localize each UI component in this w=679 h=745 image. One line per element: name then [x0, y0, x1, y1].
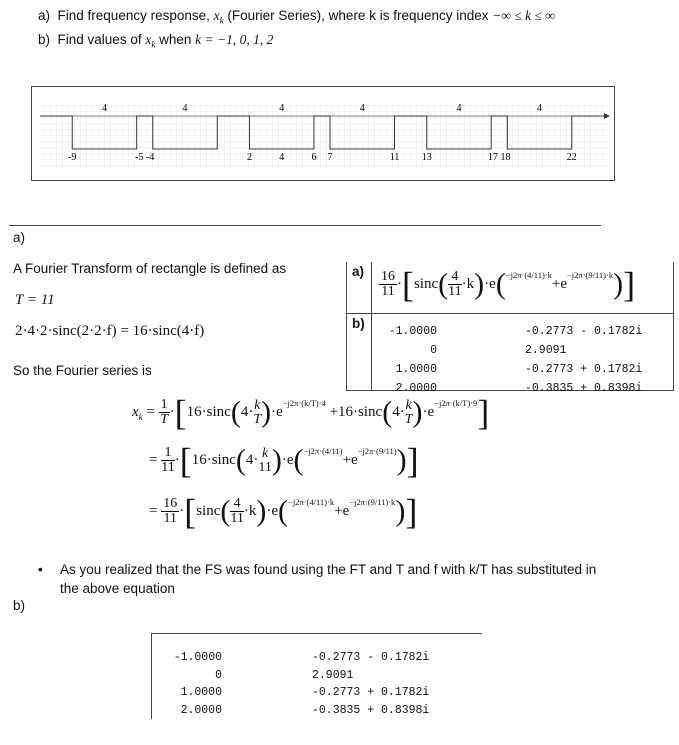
signal-figure: [31, 86, 615, 181]
results-xk-column: [312, 649, 429, 719]
summary-a-label: a): [352, 264, 365, 279]
formula-e: ·e: [484, 275, 496, 292]
line1-den: T: [160, 412, 169, 427]
time-tick-label: 2: [246, 152, 252, 163]
bullet-text: As you realized that the FS was found using the FT and T and f with k/T has substituted in the above equation: [60, 562, 597, 596]
line2-k: k: [262, 445, 269, 461]
formula-plus-e: +e: [551, 275, 568, 292]
line3-e: ·e: [266, 502, 279, 519]
line1-term2: +16·sinc: [329, 403, 383, 420]
summary-xk-value-2: -0.2773 + 0.1782i: [525, 363, 643, 376]
time-tick-label: 6: [311, 152, 317, 163]
formula-frac-num: 4: [448, 270, 461, 285]
question-b: [38, 32, 273, 50]
results-k-value-0: -1.0000: [173, 651, 222, 664]
amplitude-label: 4: [359, 103, 365, 114]
section-divider: [9, 225, 601, 226]
question-a-rest: (Fourier Series), where k is frequency index: [227, 8, 489, 23]
bullet-icon: •: [38, 562, 43, 577]
question-a: [38, 8, 555, 26]
line2-four: 4·: [245, 451, 259, 468]
time-tick-label: 11: [389, 152, 400, 163]
line1-exp: −j2π·(k/T)·4: [282, 398, 326, 408]
formula-exp1: −j2π·(4/11)·k: [505, 270, 552, 280]
line2-num: 1: [161, 446, 174, 461]
line3-frac-num: 4: [230, 497, 243, 512]
line1-exp2: −j2π·(k/T)·9: [434, 398, 478, 408]
line2-term: 16·sinc: [191, 451, 236, 468]
line2-plus-e: +e: [342, 451, 358, 468]
results-xk-value-1: 2.9091: [312, 668, 354, 682]
bullet-note: [38, 560, 598, 598]
line3-plus-e: +e: [334, 502, 350, 519]
ft-intro: A Fourier Transform of rectangle is defined as: [13, 261, 287, 276]
time-tick-label: 4: [279, 152, 285, 163]
amplitude-label: 4: [279, 103, 285, 114]
line1-T2: T: [404, 411, 413, 427]
formula-num: 16: [381, 269, 395, 284]
summary-xk-value-1: 2.9091: [525, 344, 567, 357]
line3-frac-den: 11: [230, 511, 244, 526]
xk-symbol: x: [213, 8, 220, 23]
results-xk-value-2: -0.2773 + 0.1782i: [312, 686, 430, 699]
formula-k: ·k: [461, 275, 475, 292]
question-b-values: k = −1, 0, 1, 2: [195, 32, 274, 47]
time-tick-label: 7: [327, 152, 333, 163]
xk-sub-b: k: [151, 39, 156, 50]
line2-exp2: −j2π·(9/11): [357, 446, 397, 456]
line1-term: 16·sinc: [186, 403, 231, 420]
formula-sinc: sinc: [414, 275, 439, 292]
line1-k2: k: [405, 397, 412, 413]
time-tick-label: -5 -4: [135, 152, 155, 163]
summary-formula: $\frac{16}{11}$ ·[sinc( $\frac{4}{11}$ $\cdot k)\cdot e(^{-j2\pi\cdot(4/11)\cdot k}+e^{-j2\pi\cdot(9/11)\cdot k})$]: [381, 264, 636, 305]
summary-k-value-1: 0: [430, 344, 437, 357]
summary-k-value-0: -1.0000: [388, 325, 437, 338]
line2-e: ·e: [281, 451, 294, 468]
summary-box: [346, 262, 674, 395]
amplitude-label: 4: [456, 103, 462, 114]
line3-exp2: −j2π·(9/11)·k: [349, 497, 396, 507]
time-tick-label: 13: [421, 152, 432, 163]
question-b-prefix: b): [38, 32, 51, 47]
line1-num: 1: [160, 397, 168, 412]
summary-xk-value-3: -0.3835 + 0.8398i: [525, 382, 643, 395]
formula-den: 11: [381, 284, 395, 299]
pulse-train-plot: [32, 87, 614, 180]
ft-equation: 2·4·2·sinc(2·2·f) = 16·sinc(4·f): [15, 323, 205, 339]
question-b-rest: when: [159, 32, 192, 47]
summary-k-column: [387, 322, 437, 398]
results-table: [151, 633, 482, 719]
xk-symbol-b: x: [145, 32, 152, 47]
line3-num: 16: [163, 496, 178, 511]
fs-intro: So the Fourier series is: [13, 363, 152, 378]
question-a-text: Find frequency response,: [57, 8, 210, 23]
line1-e2: ·e: [422, 403, 435, 420]
fs-line-1: $x_k$ = $\frac{1}{T}$ ·[16·sinc(4· k T )$\cdot e^{-j2\pi\cdot(k/T)\cdot 4} +16\cdot\sin c(4\cdot$ k T )$\cdot e^{-j2\pi\cdot(k/T)\cdot 9}$]: [132, 392, 490, 433]
line2-den: 11: [161, 460, 175, 475]
line3-sinc: sinc: [196, 502, 221, 519]
summary-xk-column: [525, 322, 642, 398]
results-k-value-1: 0: [215, 668, 222, 682]
line1-e: ·e: [271, 403, 283, 420]
amplitude-label: 4: [537, 103, 543, 114]
time-tick-label: 17 18: [488, 152, 511, 163]
line1-four-2: 4·: [392, 403, 405, 420]
xk-sub: k: [219, 15, 224, 26]
question-a-range: −∞ ≤ k ≤ ∞: [492, 8, 555, 23]
question-b-text: Find values of: [57, 32, 142, 47]
period-eq: T = 11: [15, 292, 55, 308]
summary-k-value-3: 2.0000: [395, 382, 437, 395]
answer-b-label: b): [13, 598, 26, 613]
amplitude-label: 4: [182, 103, 188, 114]
line3-den: 11: [163, 511, 177, 526]
line1-T: T: [253, 411, 262, 427]
line1-k: k: [254, 397, 261, 413]
line3-exp: −j2π·(4/11)·k: [288, 497, 335, 507]
fs-line-2: = $\frac{1}{11}$ ·[16·sinc(4· k 11 )$\cdot e(^{-j2\pi\cdot(4/11)}+e^{-j2\pi\cdot(9/11)})$]: [149, 440, 419, 481]
formula-exp2: −j2π·(9/11)·k: [567, 270, 614, 280]
results-k-value-3: 2.0000: [180, 703, 222, 717]
time-tick-label: 22: [566, 152, 577, 163]
amplitude-label: 4: [101, 103, 107, 114]
time-tick-label: -9: [68, 152, 77, 163]
xk-lhs: x: [132, 403, 139, 420]
summary-xk-value-0: -0.2773 - 0.1782i: [525, 325, 643, 338]
line2-exp: −j2π·(4/11): [303, 446, 343, 456]
results-xk-value-0: -0.2773 - 0.1782i: [312, 651, 430, 664]
results-xk-value-3: -0.3835 + 0.8398i: [312, 703, 430, 717]
formula-frac-den: 11: [448, 284, 462, 299]
results-k-value-2: 1.0000: [180, 686, 222, 699]
fs-line-3: = $\frac{16}{11}$ ·[sinc( $\frac{4}{11}$ $\cdot k)\cdot e(^{-j2\pi\cdot(4/11)\cdot k}+e^{-j2\pi\cdot(9/11)\cdot k})$]: [149, 491, 418, 532]
question-a-prefix: a): [38, 8, 51, 23]
results-k-column: [172, 649, 222, 719]
xk-lhs-sub: k: [138, 411, 143, 422]
answer-a-label: a): [13, 230, 26, 245]
line1-four: 4·: [240, 403, 254, 420]
line3-k: ·k: [243, 502, 257, 519]
summary-k-value-2: 1.0000: [395, 363, 437, 376]
line2-11: 11: [258, 459, 272, 475]
summary-b-label: b): [352, 316, 365, 331]
